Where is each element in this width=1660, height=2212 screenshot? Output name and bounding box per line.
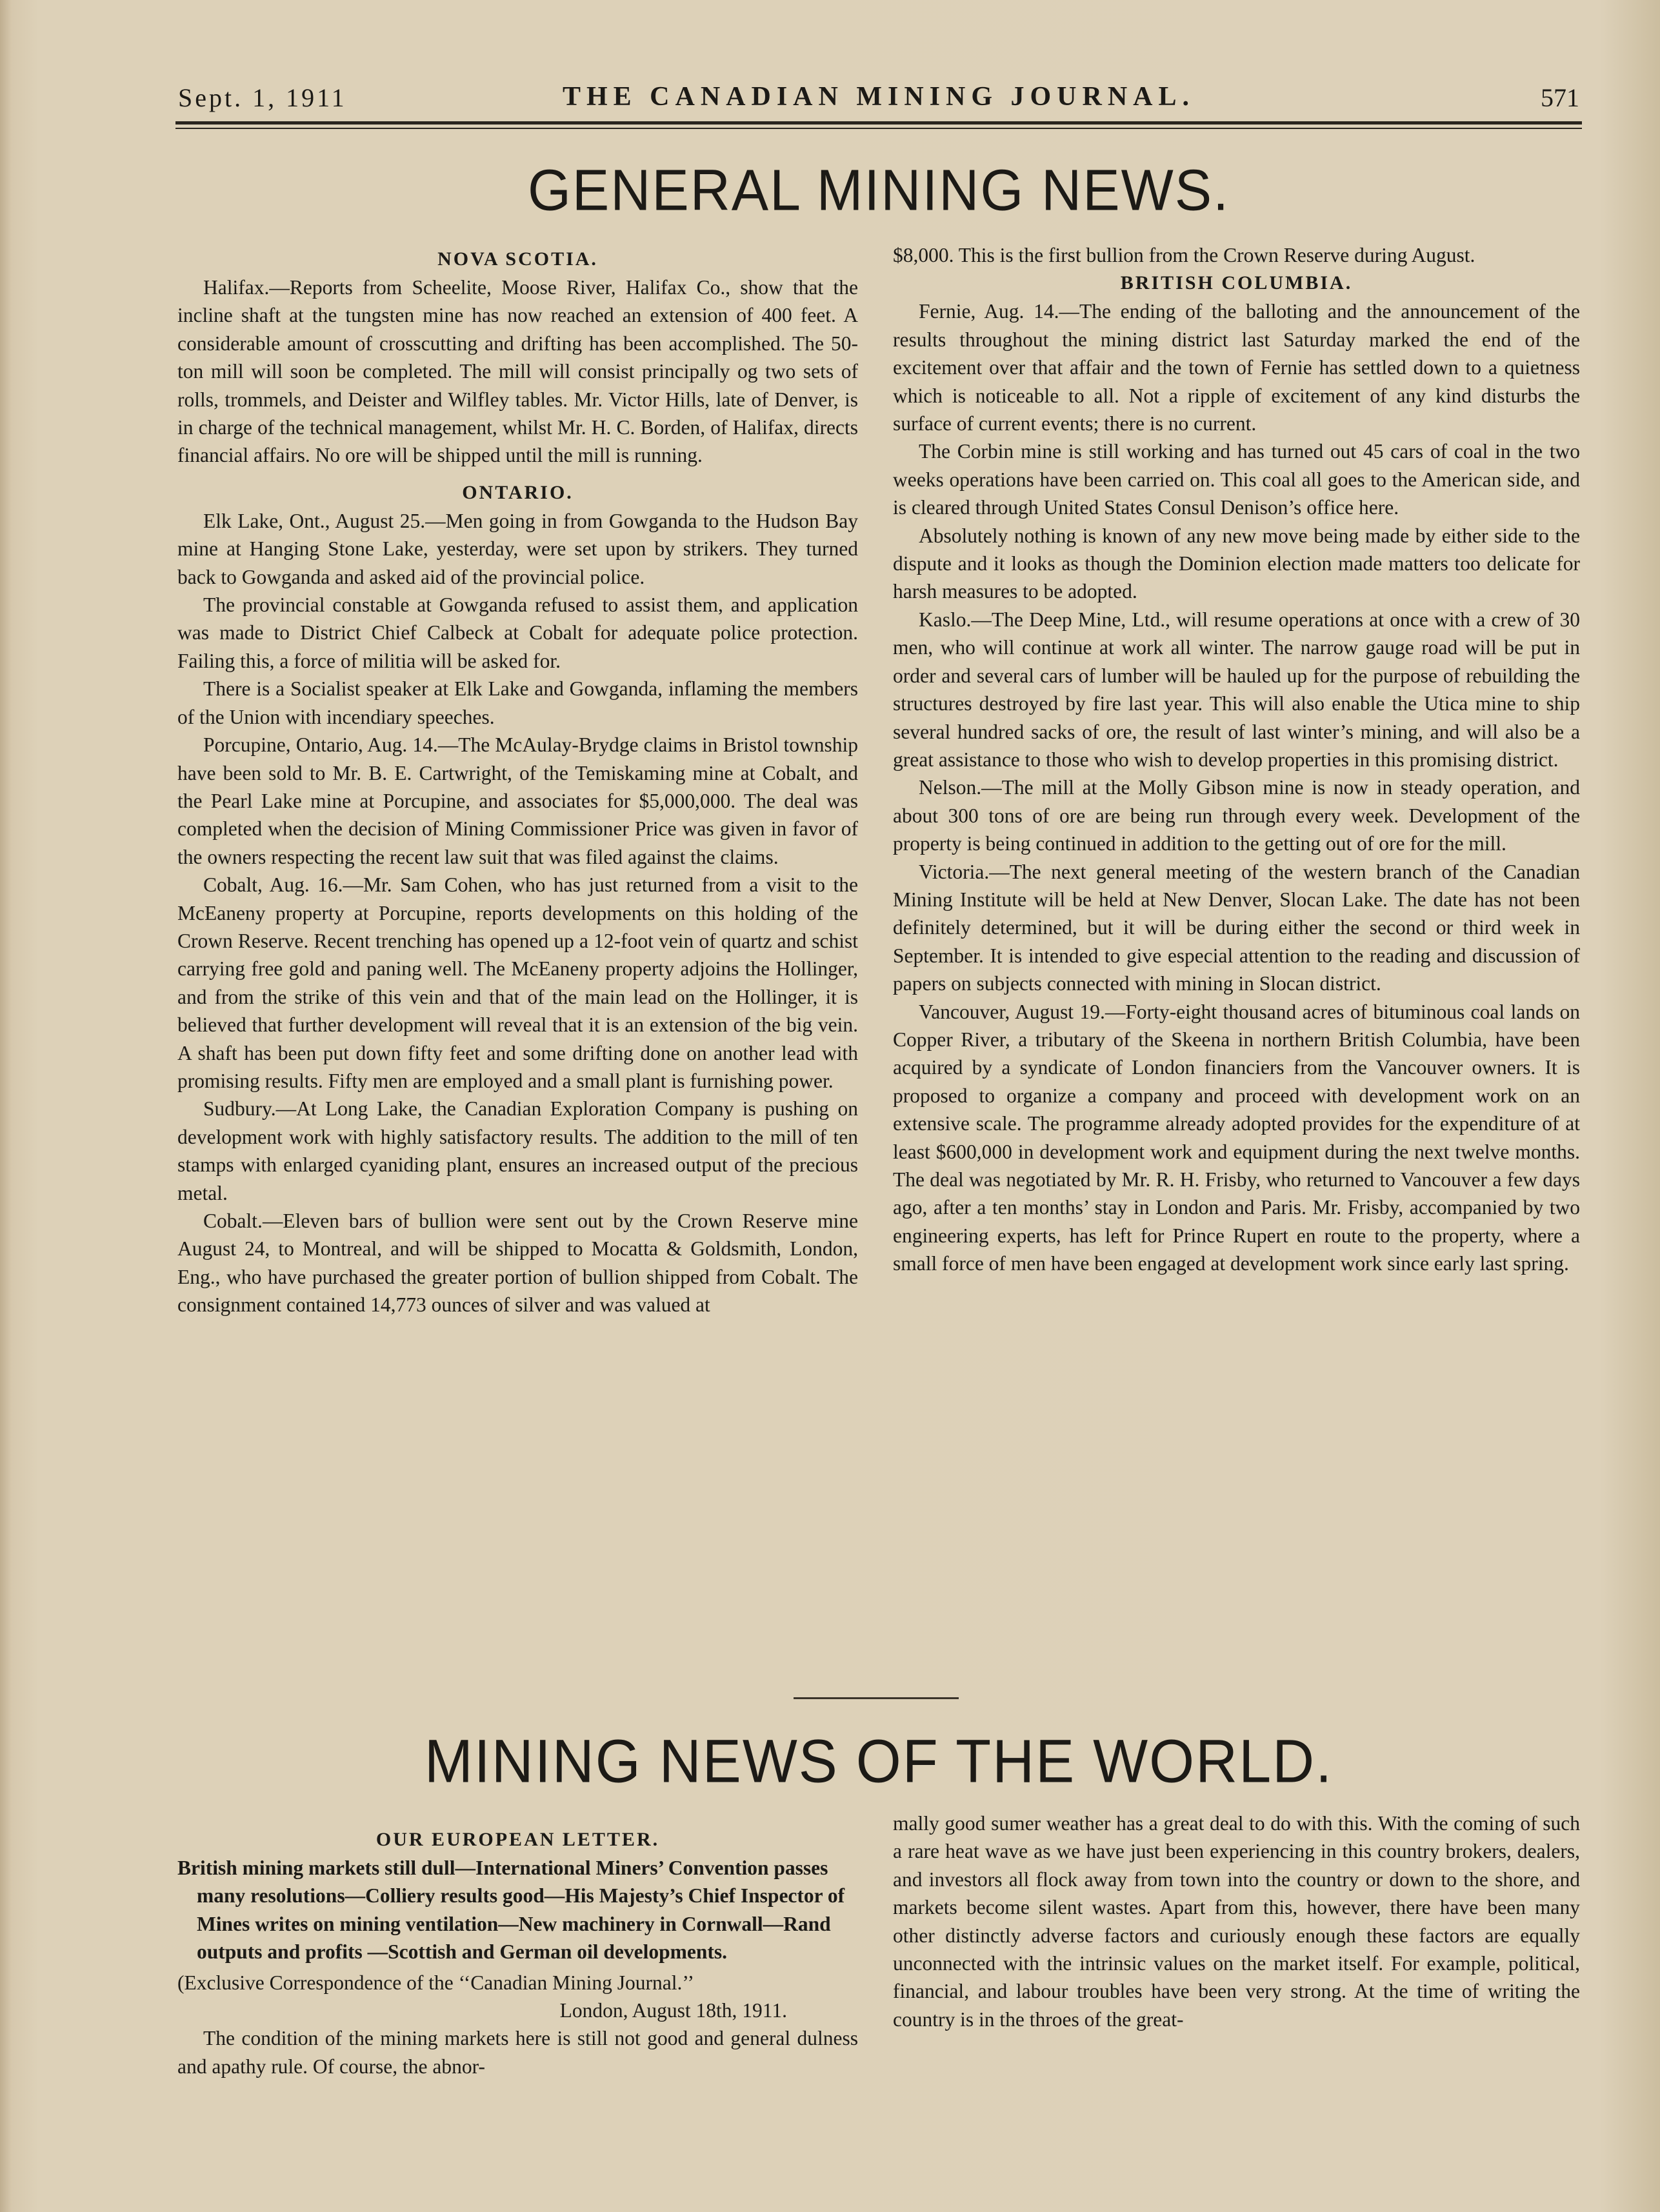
dateline: London, August 18th, 1911.: [559, 1999, 787, 2022]
header-rule: [175, 121, 1582, 125]
article-cobalt-bullion-cont: $8,000. This is the first bullion from the Crown Reserve during August.: [893, 244, 1475, 266]
heading-british-columbia: BRITISH COLUMBIA.: [1120, 272, 1353, 294]
article-kaslo: Kaslo.—The Deep Mine, Ltd., will resume operations at once with a crew of 30 men, who will continue at work all winter. The narrow gauge road will be put in order and several cars of lumber will be hauled up for the purpose of rebuilding the structures destroyed by fire last year. This will also enable the Utica mine to ship several hundred sacks of ore, the result of last winter’s mining, and will also be a great assistance to those who wish to develop properties in this promising district.: [893, 608, 1580, 771]
article-corbin: The Corbin mine is still working and has turned out 45 cars of coal in the two weeks operations have been carried on. This coal all goes to the American side, and is cleared through United States Consul Denison’s office here.: [893, 440, 1580, 519]
heading-nova-scotia: NOVA SCOTIA.: [437, 248, 598, 270]
heading-ontario: ONTARIO.: [462, 481, 574, 503]
section-title-general-mining-news: GENERAL MINING NEWS.: [527, 157, 1230, 223]
column-4: [893, 1809, 1580, 2033]
heading-european-letter: OUR EUROPEAN LETTER.: [375, 1829, 660, 1850]
exclusive-note: (Exclusive Correspondence of the ‘‘Canadian Mining Journal.’’: [177, 1971, 694, 1994]
article-vancouver: Vancouver, August 19.—Forty-eight thousand acres of bituminous coal lands on Copper River, a tributary of the Skeena in northern British Columbia, have been acquired by a syndicate of London financiers from the Vancouver owners. It is proposed to organize a company and proceed with development work on an extensive scale. The programme already adopted provides for the expenditure of at least $600,000 in development work and equipment during the next twelve months. The deal was negotiated by Mr. R. H. Frisby, who returned to Vancouver a few days ago, after a ten months’ stay in London and Paris. Mr. Frisby, accompanied by two engineering experts, has left for Prince Rupert en route to the property, where a small force of men have been engaged at development work since early last spring.: [893, 1000, 1580, 1275]
article-cobalt-bullion: Cobalt.—Eleven bars of bullion were sent out by the Crown Reserve mine August 24, to Montreal, and will be shipped to Mocatta & Goldsmith, London, Eng., who have purchased the greater portion of bullion shipped from Cobalt. The consignment contained 14,773 ounces of silver and was valued at: [177, 1210, 858, 1317]
article-dispute: Absolutely nothing is known of any new move being made by either side to the dispute and it looks as though the Dominion election made matters too delicate for harsh measures to be adopted.: [893, 524, 1580, 603]
page-number: 571: [1541, 83, 1579, 112]
article-elk-lake-2: The provincial constable at Gowganda refused to assist them, and application was made to District Chief Calbeck at Cobalt for adequate police protection. Failing this, a force of militia will be asked for.: [177, 593, 858, 672]
article-fernie: Fernie, Aug. 14.—The ending of the balloting and the announcement of the results throughout the mining district last Saturday marked the end of the excitement over that affair and the town of Fernie has settled down to a quietness which is noticeable to all. Not a ripple of excitement of any kind disturbs the surface of current events; there is no current.: [893, 300, 1580, 435]
article-nelson: Nelson.—The mill at the Molly Gibson mine is now in steady operation, and about 300 tons of ore are being run through every week. Development of the property is being continued in addition to the getting out of ore for the mill.: [893, 776, 1580, 855]
section-divider: [794, 1697, 959, 1699]
article-market-condition: The condition of the mining markets here is still not good and general dulness and apathy rule. Of course, the abnor-: [177, 2027, 858, 2078]
column-3: [177, 1826, 858, 2080]
article-cobalt-cohen: Cobalt, Aug. 16.—Mr. Sam Cohen, who has just returned from a visit to the McEaneny property at Porcupine, reports developments on this holding of the Crown Reserve. Recent trenching has opened up a 12-foot vein of quartz and schist carrying free gold and paning well. The McEaneny property adjoins the Hollinger, and from the strike of this vein and that of the main lead on the Hollinger, it is believed that further development will reveal that it is an extension of the big vein. A shaft has been put down fifty feet and some drifting done on another lead with promising results. Fifty men are employed and a small plant is furnishing power.: [177, 873, 858, 1092]
article-elk-lake: Elk Lake, Ont., August 25.—Men going in from Gowganda to the Hudson Bay mine at Hanging Stone Lake, yesterday, were set upon by strikers. They turned back to Gowganda and asked aid of the provincial police.: [177, 509, 858, 588]
header-rule-thin: [175, 128, 1582, 129]
issue-date: Sept. 1, 1911: [178, 83, 347, 112]
article-market-condition-cont: mally good sumer weather has a great deal to do with this. With the coming of such a rare heat wave as we have just been experiencing in this country brokers, dealers, and investors all flock away from town into the country or down to the shore, and markets become silent wastes. Apart from this, however, there have been many other distinctly adverse factors and curiously enough these factors are equally unconnected with the intrinsic values on the market itself. For example, political, financial, and labour troubles have been very strong. At the time of writing the country is in the throes of the great-: [893, 1812, 1580, 2031]
article-elk-lake-3: There is a Socialist speaker at Elk Lake and Gowganda, inflaming the members of the Union with incendiary speeches.: [177, 677, 858, 728]
article-halifax: Halifax.—Reports from Scheelite, Moose River, Halifax Co., show that the incline shaft at the tungsten mine has now reached an extension of 400 feet. A considerable amount of crosscutting and drifting has been accomplished. The 50-ton mill will soon be completed. The mill will consist principally og two sets of rolls, trommels, and Deister and Wilfley tables. Mr. Victor Hills, late of Denver, is in charge of the technical management, whilst Mr. H. C. Borden, of Halifax, directs financial affairs. No ore will be shipped until the mill is running.: [177, 276, 858, 467]
letter-summary: British mining markets still dull—International Miners’ Convention passes many resolutions—Colliery results good—His Majesty’s Chief Inspector of Mines writes on mining ventilation—New machinery in Cornwall—Rand outputs and profits —Scottish and German oil developments.: [177, 1857, 845, 1964]
running-header: [175, 79, 1582, 124]
article-victoria: Victoria.—The next general meeting of the western branch of the Canadian Mining Institute will be held at New Denver, Slocan Lake. The date has not been definitely determined, but it will be during either the second or third week in September. It is intended to give especial attention to the reading and discussion of papers on subjects connected with mining in Slocan district.: [893, 860, 1580, 995]
section-title-mining-news-of-the-world: MINING NEWS OF THE WORLD.: [424, 1728, 1334, 1796]
column-1: [177, 245, 858, 1319]
journal-title: THE CANADIAN MINING JOURNAL.: [562, 82, 1195, 112]
article-porcupine: Porcupine, Ontario, Aug. 14.—The McAulay-Brydge claims in Bristol township have been sold to Mr. B. E. Cartwright, of the Temiskaming mine at Cobalt, and the Pearl Lake mine at Porcupine, and associates for $5,000,000. The deal was completed when the decision of Mining Commissioner Price was given in favor of the owners respecting the recent law suit that was filed against the claims.: [177, 733, 858, 868]
column-2: [893, 241, 1580, 1278]
article-sudbury: Sudbury.—At Long Lake, the Canadian Exploration Company is pushing on development work with highly satisfactory results. The addition to the mill of ten stamps with enlarged cyaniding plant, ensures an increased output of the precious metal.: [177, 1097, 858, 1204]
